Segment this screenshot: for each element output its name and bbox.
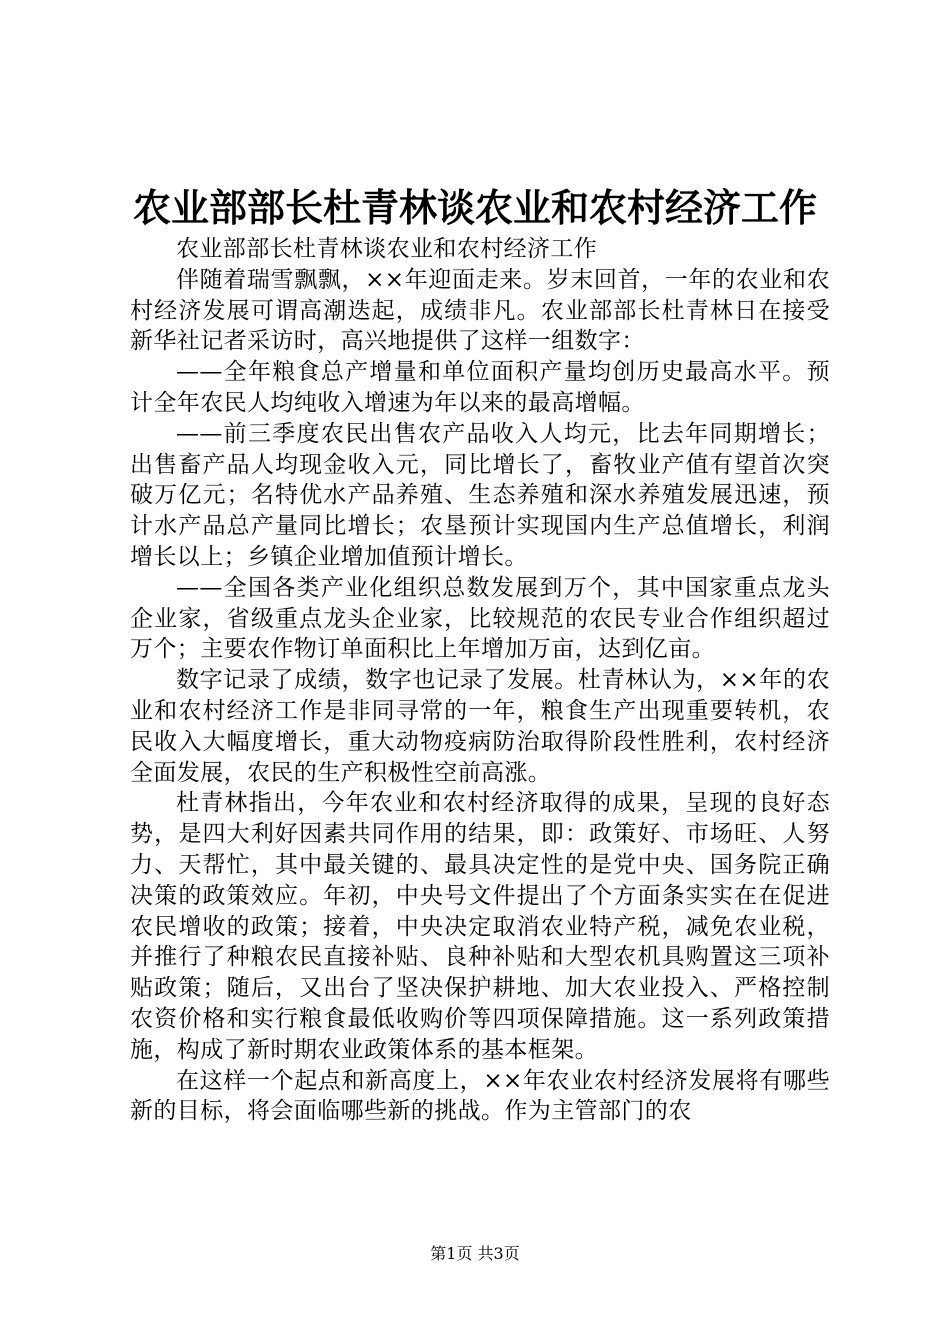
paragraph: 农业部部长杜青林谈农业和农村经济工作 — [176, 236, 598, 262]
paragraph: 在这样一个起点和新高度上，××年农业农村经济发展将有哪些新的目标，将会面临哪些新的挑战。作为主管部门的农 — [130, 1067, 830, 1125]
paragraph: 数字记录了成绩，数字也记录了发展。杜青林认为，××年的农业和农村经济工作是非同寻常的一年，粮食生产出现重要转机，农民收入大幅度增长，重大动物疫病防治取得阶段性胜利，农村经济全面发展，农民的生产积极性空前高涨。 — [130, 667, 830, 786]
paragraph: ——全国各类产业化组织总数发展到万个，其中国家重点龙头企业家，省级重点龙头企业家，比较规范的农民专业合作组织超过万个；主要农作物订单面积比上年增加万亩，达到亿亩。 — [130, 574, 830, 663]
page-number-footer: 第1页 共3页 — [430, 1244, 520, 1263]
paragraph: 伴随着瑞雪飘飘，××年迎面走来。岁末回首，一年的农业和农村经济发展可谓高潮迭起，成绩非凡。农业部部长杜青林日在接受新华社记者采访时，高兴地提供了这样一组数字： — [130, 266, 830, 355]
document-body — [130, 234, 830, 1127]
paragraph: ——前三季度农民出售农产品收入人均元，比去年同期增长；出售畜产品人均现金收入元，同比增长了，畜牧业产值有望首次突破万亿元；名特优水产品养殖、生态养殖和深水养殖发展迅速，预计水产品总产量同比增长；农垦预计实现国内生产总值增长，利润增长以上；乡镇企业增加值预计增长。 — [130, 420, 830, 570]
paragraph: ——全年粮食总产增量和单位面积产量均创历史最高水平。预计全年农民人均纯收入增速为年以来的最高增幅。 — [130, 359, 830, 416]
document-title: 农业部部长杜青林谈农业和农村经济工作 — [132, 185, 817, 230]
paragraph: 杜青林指出，今年农业和农村经济取得的成果，呈现的良好态势，是四大利好因素共同作用的结果，即：政策好、市场旺、人努力、天帮忙，其中最关键的、最具决定性的是党中央、国务院正确决策的政策效应。年初，中央号文件提出了个方面条实实在在促进农民增收的政策；接着，中央决定取消农业特产税，减免农业税，并推行了种粮农民直接补贴、良种补贴和大型农机具购置这三项补贴政策；随后，又出台了坚决保护耕地、加大农业投入、严格控制农资价格和实行粮食最低收购价等四项保障措施。这一系列政策措施，构成了新时期农业政策体系的基本框架。 — [130, 790, 830, 1063]
